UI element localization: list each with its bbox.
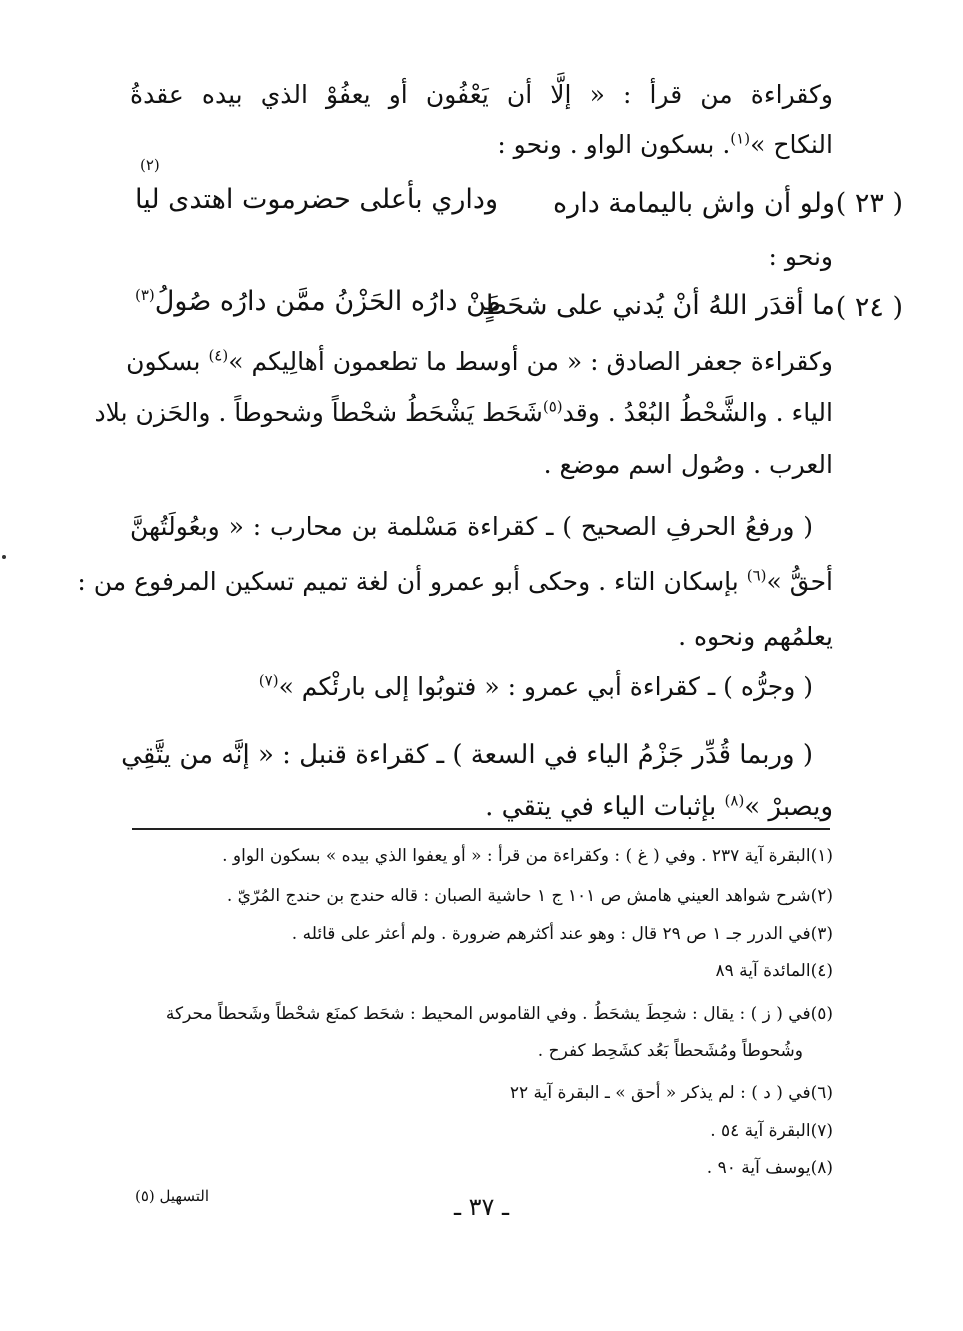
footnote-5-text: في ( ز ) : يقال : شحِطَ يشحَطُ . وفي القاموس المحيط : شحَط كمنَع شحْطاً وشَحطاً محركة — [165, 1004, 811, 1024]
verse-23-first-text: ولو أن واش باليمامة داره — [553, 188, 835, 219]
footnote-ref-8: (٨) — [724, 791, 745, 810]
body-line-nahw — [130, 240, 833, 274]
page-number-text: ـ ٣٧ ـ — [453, 1193, 510, 1221]
verse-23-first-hemistich — [553, 184, 835, 224]
footnote-ref-3: (٣) — [135, 286, 155, 304]
body-line-13-text-b: بإثبات الياء في يتقي . — [485, 792, 717, 822]
footnote-1 — [130, 843, 833, 869]
body-line-12-text: ( وربما قُدِّر جَزْمُ الياء في السعة ) ـ كقراءة قنبل : « إنَّه من يتَّقِي — [121, 740, 813, 770]
body-line-6 — [94, 396, 833, 430]
body-line-1 — [130, 78, 833, 112]
body-line-2 — [130, 128, 833, 162]
footnote-4-number: (٤) — [810, 961, 833, 981]
verse-23-second-text: وداري بأعلى حضرموت اهتدى ليا — [135, 184, 498, 215]
footnote-8-number: (٨) — [810, 1158, 833, 1178]
body-line-5 — [126, 345, 833, 379]
body-line-6-text-a: الياء . والشَّحْطُ البُعْدُ . وقد — [562, 398, 833, 427]
footnote-3-number: (٣) — [810, 924, 833, 944]
footnote-7-number: (٧) — [810, 1121, 833, 1141]
footnote-5-continuation-text: وشُحوطاً ومُشَحطاً بَعُد كشَحِط كفرح . — [537, 1041, 803, 1061]
verse-23-second-hemistich — [135, 180, 498, 220]
verse-23-number-text: ( ٢٣ ) — [835, 188, 903, 219]
footnote-2-text: شرح شواهد العيني هامش ص ١٠١ ج ١ حاشية الصبان : قاله حندج بن حندج المُرّيّ . — [226, 886, 811, 906]
body-line-10-text: يعلمُهم ونحوه . — [678, 622, 833, 651]
footnote-ref-2 — [140, 156, 160, 174]
body-line-nahw-text: ونحو : — [768, 242, 833, 271]
footnote-3-text: في الدرر جـ ١ ص ٢٩ قال : وهو عند أكثرهم ضرورة . ولم أعثر على قائله . — [291, 924, 811, 944]
verse-24-first-text: ما أقدَر اللهُ أنْ يُدني على شحَطٍ — [481, 290, 835, 321]
body-line-2-text-a: النكاح » — [750, 130, 833, 159]
footnote-3 — [130, 921, 833, 947]
body-line-8-text: ( ورفعُ الحرفِ الصحيح ) ـ كقراءة مَسْلمة بن محارب : « وبعُولَتُهنَّ — [130, 512, 813, 541]
footnote-ref-6: (٦) — [746, 566, 767, 585]
body-line-12 — [121, 738, 813, 772]
body-line-10 — [130, 620, 833, 654]
page-number — [0, 1192, 963, 1222]
body-line-7-text: العرب . وصُول اسم موضع . — [543, 450, 833, 479]
footnote-5-continuation — [130, 1038, 803, 1064]
footnote-8 — [130, 1155, 833, 1181]
footnote-ref-7: (٧) — [258, 671, 279, 690]
footnote-2 — [130, 883, 833, 909]
verse-24-second-hemistich — [135, 282, 501, 322]
footnote-4-text: المائدة آية ٨٩ — [715, 961, 811, 981]
footnote-ref-4: (٤) — [208, 346, 229, 365]
body-line-13-text-a: ويصبرْ » — [744, 792, 833, 822]
footnote-separator — [132, 828, 830, 830]
body-line-9-text-b: بإسكان التاء . وحكى أبو عمرو أن لغة تميم تسكين المرفوع من : — [77, 567, 739, 596]
footnote-7-text: البقرة آية ٥٤ . — [710, 1121, 811, 1141]
footnote-6-text: في ( د ) : لم يذكر « أحق » ـ البقرة آية ٢٢ — [509, 1083, 811, 1103]
body-line-5-text-b: بسكون — [126, 347, 201, 376]
verse-24-first-hemistich — [482, 286, 835, 326]
body-line-1-text: وكقراءة من قرأ : « إلَّا أن يَعْفُون أو يعفُوْ الذي بيده عقدةُ — [130, 80, 833, 109]
body-line-9-text-a: أحقُّ » — [766, 567, 833, 596]
footnote-2-number: (٢) — [810, 886, 833, 906]
footnote-ref-2-text: (٢) — [140, 156, 160, 174]
footnote-5-number: (٥) — [810, 1004, 833, 1024]
footnote-1-text: البقرة آية ٢٣٧ . وفي ( غ ) : وكقراءة من قرأ : « أو يعفوا الذي بيده » بسكون الواو . — [222, 846, 811, 866]
footnote-5 — [130, 1001, 833, 1027]
verse-23-number — [836, 184, 903, 224]
verse-24-number-text: ( ٢٤ ) — [835, 292, 903, 323]
verse-24-second-text: مَنْ دارُه الحَزْنُ ممَّن دارُه صُولُ — [154, 286, 502, 317]
body-line-2-text-b: . بسكون الواو . ونحو : — [497, 130, 731, 159]
body-line-8 — [130, 510, 813, 544]
footnote-1-number: (١) — [810, 846, 833, 866]
body-line-7 — [130, 448, 833, 482]
footnote-4 — [130, 958, 833, 984]
body-line-9 — [77, 565, 833, 599]
footnote-ref-5: (٥) — [542, 397, 563, 416]
footnote-8-text: يوسف آية ٩٠ . — [706, 1158, 811, 1178]
footnote-ref-1: (١) — [730, 129, 751, 148]
body-line-5-text-a: وكقراءة جعفر الصادق : « من أوسط ما تطعمون أهالِيكم » — [228, 347, 833, 376]
body-line-13 — [130, 790, 833, 824]
body-line-11 — [130, 670, 813, 704]
footnote-7 — [130, 1118, 833, 1144]
footnote-6 — [130, 1080, 833, 1106]
body-line-6-text-b: شَحَط يَشْحَطُ شحْطاً وشحوطاً . والحَزن بلاد — [94, 398, 543, 427]
footnote-6-number: (٦) — [810, 1083, 833, 1103]
body-line-11-text: ( وجرُّه ) ـ كقراءة أبي عمرو : « فتوبُوا إلى بارئْكم » — [278, 672, 813, 701]
verse-24-number — [836, 288, 903, 328]
scan-speck — [2, 555, 6, 559]
book-signature-text: التسهيل (٥) — [135, 1187, 209, 1205]
